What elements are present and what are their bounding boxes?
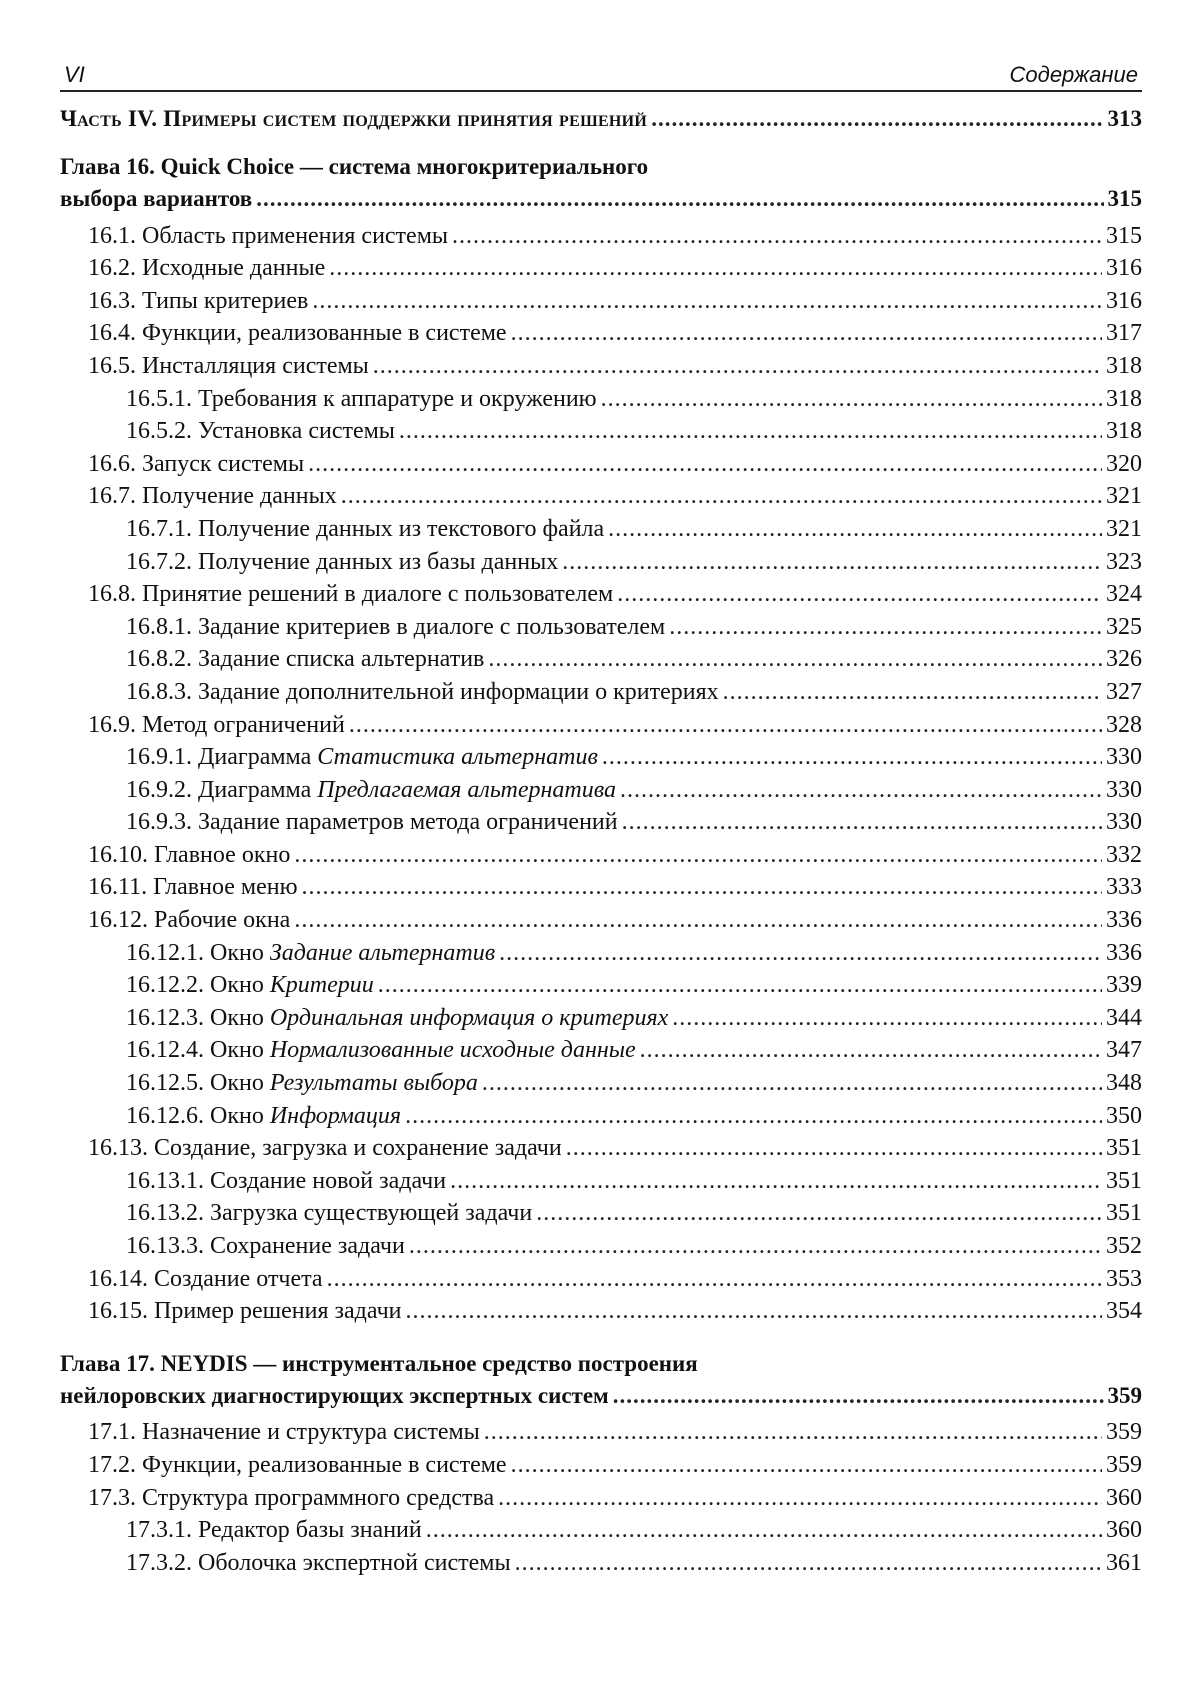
toc-entry-page-number: 336 [1106,939,1142,966]
toc-entry-text: Метод ограничений [142,711,345,738]
part-page-number: 313 [1107,106,1142,131]
chapter-17-title-line2-row [60,1383,1142,1416]
toc-entry-page-number: 359 [1106,1419,1142,1446]
toc-entry-label [88,842,290,869]
leader-dots [450,1168,1102,1195]
leader-dots [601,386,1102,413]
toc-entry-label [126,646,484,673]
toc-entry-page-number: 318 [1106,418,1142,445]
toc-entry[interactable] [60,1298,1142,1331]
toc-entry-text: Назначение и структура системы [142,1419,480,1446]
toc-entry-label [88,255,325,282]
toc-entry-label [88,1135,562,1162]
leader-dots [341,483,1102,510]
leader-dots [672,1005,1102,1032]
toc-entry-text: Сохранение задачи [210,1233,405,1259]
toc-entry-label [126,972,374,999]
toc-entry-label [88,874,298,901]
toc-entry-number: 17.3.1. [126,1517,192,1544]
leader-dots [511,1452,1102,1479]
toc-entry-page-number: 330 [1106,776,1142,803]
toc-entry-number: 16.13.1. [126,1167,204,1194]
toc-entry-text: Область применения системы [142,222,449,249]
toc-entry-page-number: 327 [1106,678,1142,705]
toc-entry-number: 16.1. [88,222,136,249]
toc-entry-page-number: 336 [1106,907,1142,934]
toc-entry-number: 17.1. [88,1419,136,1446]
toc-entry-italic-title: Результаты выбора [269,1070,478,1097]
toc-entry[interactable] [60,1168,1142,1201]
toc-entry-text: Главное окно [154,841,291,868]
toc-entry-page-number: 316 [1106,255,1142,282]
toc-entry-number: 16.7.2. [126,548,192,575]
toc-entry[interactable] [60,1005,1142,1038]
leader-dots [294,907,1102,934]
toc-entry-label [88,223,448,250]
leader-dots [515,1550,1102,1577]
toc-entry-page-number: 316 [1106,287,1142,314]
toc-entry-label [126,1037,636,1064]
toc-entry-number: 16.9.1. [126,744,192,771]
leader-dots [622,809,1102,836]
toc-entry-italic-title: Задание альтернатив [269,939,496,966]
toc-entry[interactable] [60,679,1142,712]
toc-entry-label [88,1266,323,1293]
toc-entry-number: 16.12.3. [126,1004,204,1031]
toc-entry-number: 16.12.1. [126,939,204,966]
toc-entry-number: 16.14. [88,1265,148,1292]
leader-dots [617,581,1102,608]
toc-entry-page-number: 351 [1106,1135,1142,1162]
toc-entry-label [88,353,369,380]
toc-entry[interactable] [60,809,1142,842]
toc-entry-label [126,679,719,706]
leader-dots [308,451,1102,478]
chapter-17-page-number: 359 [1107,1382,1142,1408]
page-number: VI [64,62,85,87]
toc-entry-text: Окно [210,1037,264,1064]
toc-entry-number: 16.13.3. [126,1233,204,1259]
toc-entry-label [126,1200,532,1227]
toc-entry[interactable] [60,1266,1142,1299]
toc-entry-label [126,1005,668,1032]
leader-dots [484,1419,1102,1446]
toc-entry-page-number: 318 [1106,385,1142,412]
leader-dots [511,320,1102,347]
toc-entry-number: 16.8.2. [126,646,192,673]
chapter-16-title-line2: выбора вариантов [60,186,253,211]
toc-entry-page-number: 354 [1106,1298,1142,1325]
toc-entry-page-number: 360 [1106,1484,1142,1511]
toc-entry-label [88,712,345,739]
leader-dots [536,1200,1102,1227]
toc-entry-number: 16.9.2. [126,776,192,803]
document-page [60,52,1142,1582]
toc-entry-text: Пример решения задачи [154,1298,402,1325]
toc-entry-label [88,320,507,347]
toc-entry-text: Задание списка альтернатив [198,646,485,673]
toc-entry-text: Окно [210,1070,264,1097]
toc-entry-number: 16.5. [88,352,136,379]
leader-dots [409,1233,1102,1260]
chapter-17-title-line2: нейлоровских диагностирующих экспертных систем [60,1382,609,1408]
leader-dots [640,1037,1102,1064]
toc-entry-number: 16.3. [88,287,136,314]
section-title: Содержание [1009,62,1138,87]
toc-entry-text: Оболочка экспертной системы [198,1549,511,1576]
toc-entry[interactable] [60,874,1142,907]
chapter-16-page-number: 315 [1107,186,1142,211]
toc-entry-number: 16.12.6. [126,1102,204,1129]
running-header [60,52,1142,92]
leader-dots [562,549,1102,576]
leader-dots [302,874,1102,901]
toc-entry-number: 16.7.1. [126,515,192,542]
toc-entry-page-number: 318 [1106,352,1142,379]
toc-entry-text: Получение данных из текстового файла [198,515,605,542]
toc-entry[interactable] [60,646,1142,679]
toc-entry-number: 16.8.3. [126,678,192,705]
toc-entry-label [126,777,616,804]
toc-entry-page-number: 344 [1106,1004,1142,1031]
toc-entry-text: Инсталляция системы [142,352,369,379]
toc-entry-page-number: 348 [1106,1070,1142,1097]
leader-dots [329,255,1102,282]
toc-entry-number: 16.9.3. [126,809,192,836]
toc-entry[interactable] [60,744,1142,777]
toc-entry-italic-title: Предлагаемая альтернатива [317,776,616,803]
leader-dots [723,679,1102,706]
toc-entry-number: 16.13.2. [126,1200,204,1227]
toc-entry-page-number: 324 [1106,581,1142,608]
toc-entry-number: 16.12.5. [126,1070,204,1097]
leader-dots [669,614,1102,641]
toc-entry-page-number: 359 [1106,1451,1142,1478]
toc-entry[interactable] [60,777,1142,810]
toc-entry-number: 16.7. [88,483,136,510]
leader-dots [327,1266,1102,1293]
toc-entry-page-number: 320 [1106,450,1142,477]
toc-entry[interactable] [60,940,1142,973]
part-title: Часть IV. Примеры систем поддержки принятия решений [60,106,648,131]
toc-entry-label [88,1452,507,1479]
toc-entry-italic-title: Информация [269,1102,402,1129]
leader-dots [602,744,1102,771]
toc-entry-text: Редактор базы знаний [198,1517,422,1544]
toc-entry-label [88,451,304,478]
toc-entry-page-number: 328 [1106,711,1142,738]
toc-entry-label [88,483,337,510]
leader-dots [294,842,1102,869]
toc-entry-page-number: 330 [1106,744,1142,771]
toc-entry[interactable] [60,581,1142,614]
toc-entry-text: Загрузка существующей задачи [210,1200,533,1227]
toc-entry-label [126,614,665,641]
toc-entry[interactable] [60,451,1142,484]
toc-entry[interactable] [60,1135,1142,1168]
toc-entry[interactable] [60,288,1142,321]
toc-entry-text: Диаграмма [198,776,312,803]
toc-entry[interactable] [60,1452,1142,1485]
toc-entry[interactable] [60,1233,1142,1266]
toc-entry-text: Задание дополнительной информации о критериях [198,678,719,705]
toc-entry-text: Окно [210,972,264,999]
toc-entry[interactable] [60,1070,1142,1103]
toc-entry-page-number: 315 [1106,222,1142,249]
toc-entry-page-number: 317 [1106,320,1142,347]
toc-entry-text: Диаграмма [198,744,312,771]
leader-dots [373,353,1102,380]
leader-dots [349,712,1102,739]
toc-entry-page-number: 351 [1106,1200,1142,1227]
toc-entry-page-number: 332 [1106,841,1142,868]
toc-entry-page-number: 360 [1106,1517,1142,1544]
leader-dots [452,223,1102,250]
leader-dots [608,516,1102,543]
toc-entry-label [88,1485,494,1512]
toc-entry-label [88,907,290,934]
toc-entry-label [126,1550,511,1577]
toc-entry-page-number: 351 [1106,1167,1142,1194]
toc-entry-text: Типы критериев [142,287,309,314]
toc-entry-page-number: 321 [1106,515,1142,542]
toc-entry-page-number: 352 [1106,1233,1142,1259]
toc-entry-number: 16.12.2. [126,972,204,999]
toc-entry-text: Создание отчета [154,1265,323,1292]
toc-entry-page-number: 323 [1106,548,1142,575]
leader-dots [378,972,1102,999]
toc-entry[interactable] [60,614,1142,647]
toc-entry-text: Запуск системы [142,450,305,477]
toc-entry-text: Получение данных из базы данных [198,548,559,575]
toc-entry-number: 16.12. [88,907,148,934]
toc-entry-text: Структура программного средства [142,1484,495,1511]
toc-entry[interactable] [60,320,1142,353]
toc-entry-text: Окно [210,1102,264,1129]
toc-entry-label [126,1233,405,1260]
leader-dots [566,1135,1102,1162]
toc-entry[interactable] [60,1103,1142,1136]
toc-entry-number: 16.8.1. [126,613,192,640]
toc-entry-text: Принятие решений в диалоге с пользователем [142,581,614,608]
leader-dots [613,1383,1104,1409]
leader-dots [312,288,1102,315]
toc-part-entry[interactable] [60,106,1142,140]
chapter-16-entries [60,223,1142,1331]
toc-entry[interactable] [60,386,1142,419]
toc-entry-page-number: 330 [1106,809,1142,836]
toc-entry-label [126,809,618,836]
chapter-17-entries [60,1419,1142,1582]
toc-entry[interactable] [60,842,1142,875]
toc-entry-text: Установка системы [198,418,395,445]
toc-entry-number: 16.9. [88,711,136,738]
toc-entry-text: Окно [210,939,264,966]
toc-entry-number: 17.2. [88,1451,136,1478]
table-of-contents [60,106,1142,1582]
leader-dots [498,1485,1102,1512]
toc-entry-text: Окно [210,1004,264,1031]
toc-entry-text: Создание новой задачи [210,1167,447,1194]
toc-entry-text: Задание параметров метода ограничений [198,809,618,836]
toc-entry-page-number: 361 [1106,1549,1142,1576]
toc-entry-text: Получение данных [142,483,337,510]
toc-entry-text: Функции, реализованные в системе [142,1451,507,1478]
toc-entry-label [126,940,495,967]
toc-entry-italic-title: Нормализованные исходные данные [269,1037,636,1064]
toc-entry-page-number: 321 [1106,483,1142,510]
toc-entry[interactable] [60,972,1142,1005]
toc-entry-label [126,1103,401,1130]
toc-entry[interactable] [60,907,1142,940]
toc-entry-number: 17.3.2. [126,1549,192,1576]
toc-entry-label [126,386,597,413]
toc-entry-label [126,549,558,576]
toc-entry-number: 16.11. [88,874,148,901]
toc-entry-page-number: 339 [1106,972,1142,999]
toc-entry-number: 16.10. [88,841,148,868]
leader-dots [482,1070,1102,1097]
toc-entry-italic-title: Ординальная информация о критериях [269,1004,669,1031]
toc-entry-number: 16.13. [88,1135,148,1162]
toc-entry-text: Функции, реализованные в системе [142,320,507,347]
toc-entry[interactable] [60,1037,1142,1070]
toc-entry-text: Исходные данные [142,255,326,282]
toc-entry-number: 16.12.4. [126,1037,204,1064]
toc-entry[interactable] [60,1419,1142,1452]
toc-entry-label [126,1070,478,1097]
toc-entry-label [126,1168,446,1195]
toc-entry-label [88,1298,401,1325]
leader-dots [651,106,1103,132]
toc-entry-page-number: 350 [1106,1102,1142,1129]
leader-dots [405,1103,1102,1130]
toc-entry-italic-title: Статистика альтернатив [317,744,598,771]
toc-entry[interactable] [60,1517,1142,1550]
leader-dots [426,1517,1102,1544]
toc-entry-number: 16.5.2. [126,418,192,445]
toc-entry-text: Создание, загрузка и сохранение задачи [154,1135,562,1162]
toc-entry-page-number: 326 [1106,646,1142,673]
toc-entry-label [126,418,395,445]
toc-entry-number: 16.4. [88,320,136,347]
toc-entry[interactable] [60,353,1142,386]
chapter-17-title-line1: Глава 17. NEYDIS — инструментальное средство построения [60,1350,698,1376]
toc-entry-label [88,581,613,608]
toc-entry[interactable] [60,549,1142,582]
toc-entry-number: 17.3. [88,1484,136,1511]
toc-entry-label [126,744,598,771]
toc-entry-number: 16.8. [88,581,136,608]
toc-entry[interactable] [60,255,1142,288]
toc-entry-label [126,1517,422,1544]
toc-entry[interactable] [60,1550,1142,1583]
toc-entry-page-number: 353 [1106,1265,1142,1292]
toc-entry-label [88,288,308,315]
leader-dots [620,777,1102,804]
chapter-16-title-line2-row [60,186,1142,219]
toc-entry[interactable] [60,223,1142,256]
toc-chapter-16[interactable] [60,154,1142,219]
toc-entry[interactable] [60,516,1142,549]
toc-entry-label [126,516,604,543]
chapter-16-title-line1: Глава 16. Quick Choice — система многокритериального [60,154,649,179]
toc-entry-page-number: 333 [1106,874,1142,901]
toc-entry[interactable] [60,712,1142,745]
leader-dots [488,646,1102,673]
toc-entry-number: 16.15. [88,1298,148,1325]
toc-entry[interactable] [60,1200,1142,1233]
toc-entry-text: Рабочие окна [154,907,291,934]
toc-entry-italic-title: Критерии [269,972,374,999]
toc-entry-label [88,1419,480,1446]
toc-entry-text: Главное меню [153,874,298,901]
toc-entry[interactable] [60,1485,1142,1518]
toc-entry[interactable] [60,483,1142,516]
leader-dots [405,1298,1102,1325]
toc-chapter-17[interactable] [60,1351,1142,1416]
toc-entry-number: 16.2. [88,255,136,282]
toc-entry-page-number: 325 [1106,613,1142,640]
leader-dots [499,940,1102,967]
leader-dots [399,418,1102,445]
toc-entry-text: Требования к аппаратуре и окружению [198,385,597,412]
leader-dots [256,186,1103,212]
toc-entry-number: 16.5.1. [126,385,192,412]
toc-entry-text: Задание критериев в диалоге с пользователем [198,613,666,640]
toc-entry[interactable] [60,418,1142,451]
toc-entry-page-number: 347 [1106,1037,1142,1064]
toc-entry-number: 16.6. [88,450,136,477]
